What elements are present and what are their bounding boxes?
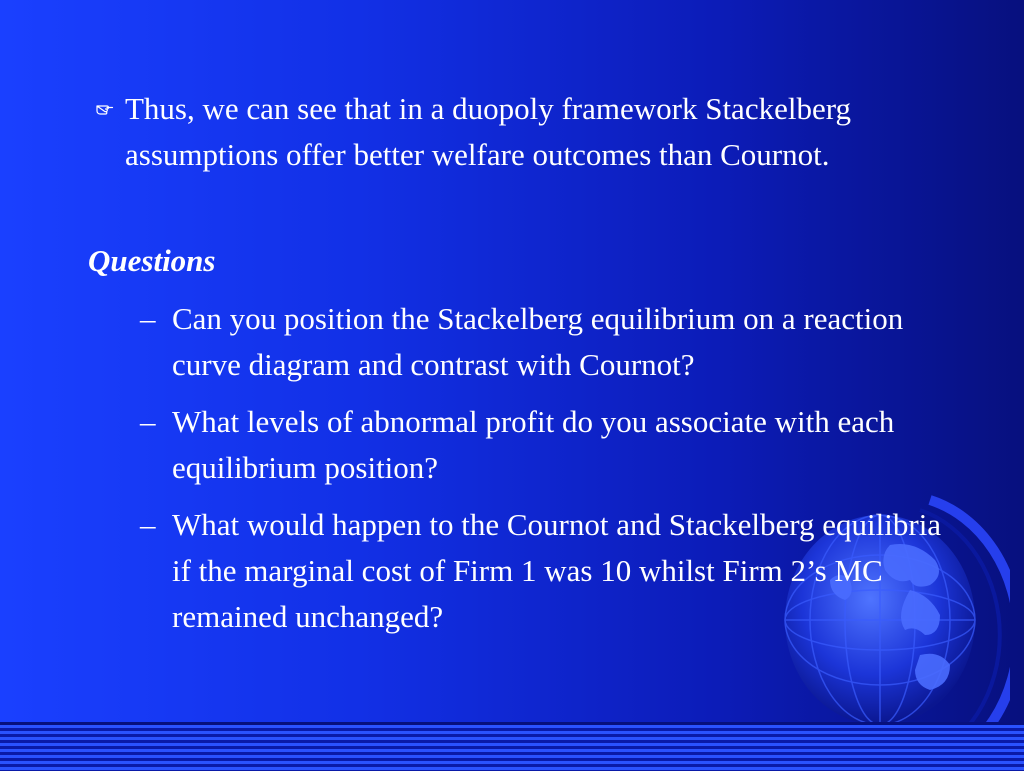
- question-text: Can you position the Stackelberg equilibrium on a reaction curve diagram and contrast with Cournot?: [172, 301, 904, 382]
- list-item: [140, 399, 960, 491]
- question-text: What would happen to the Cournot and Stackelberg equilibria if the marginal cost of Firm 1 was 10 whilst Firm 2’s MC remained unchanged?: [172, 507, 942, 634]
- questions-heading: Questions: [88, 243, 216, 278]
- bullet-text: Thus, we can see that in a duopoly framework Stackelberg assumptions offer better welfare outcomes than Cournot.: [125, 91, 851, 172]
- pointing-hand-icon: [96, 100, 114, 118]
- questions-list: [140, 296, 960, 651]
- dash-marker: –: [140, 301, 156, 336]
- list-item: [140, 502, 960, 640]
- question-text: What levels of abnormal profit do you associate with each equilibrium position?: [172, 404, 895, 485]
- list-item: [140, 296, 960, 388]
- dash-marker: –: [140, 507, 156, 542]
- dash-marker: –: [140, 404, 156, 439]
